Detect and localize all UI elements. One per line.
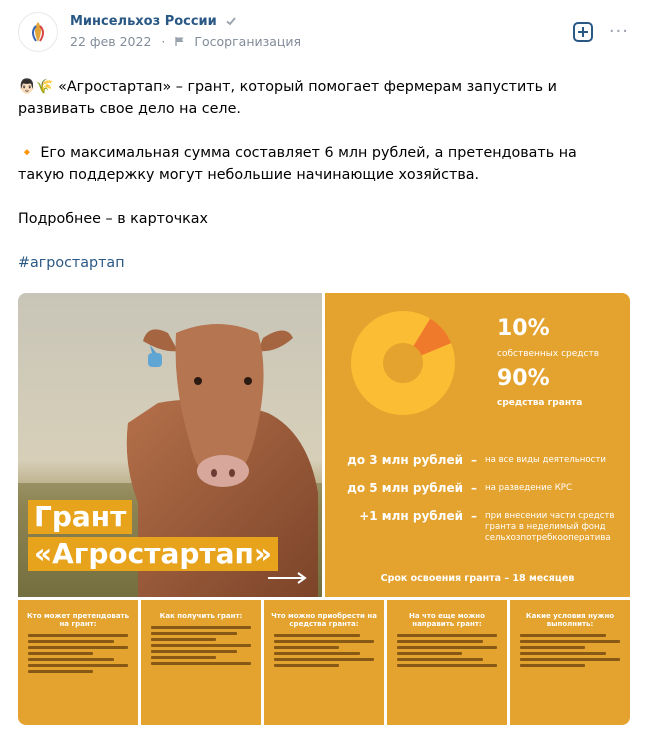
thumb-title: Что можно приобрести на средства гранта: [271, 612, 377, 628]
thumb-text-line [397, 640, 483, 643]
post-date[interactable]: 22 фев 2022 [70, 34, 152, 49]
tier-desc: на разведение КРС [485, 483, 572, 493]
post-paragraph-1: 👨🏻🌾 «Агростартап» – грант, который помогает фермерам запустить и развивать свое дело на селе. [18, 79, 557, 117]
tier-dash: – [471, 509, 477, 523]
grant-term: Срок освоения гранта – 18 месяцев [380, 573, 575, 584]
post-category: Госорганизация [194, 34, 302, 49]
header-actions [573, 22, 629, 42]
card-title [28, 500, 278, 574]
thumb-text-line [274, 664, 339, 667]
thumb-title: Кто может претендовать на грант: [26, 612, 130, 628]
thumb-title: Какие условия нужно выполнить: [525, 612, 615, 628]
thumb-text-line [274, 634, 360, 637]
thumb-text-line [274, 640, 374, 643]
gallery-image-info[interactable] [325, 293, 630, 597]
gallery-thumb[interactable] [264, 600, 384, 725]
thumb-text-line [151, 644, 251, 647]
thumb-text-line [520, 640, 620, 643]
thumb-text-line [28, 670, 93, 673]
avatar[interactable] [18, 12, 58, 52]
hashtag-link[interactable]: #агростартап [18, 255, 125, 271]
pct-grant-label: средства гранта [497, 398, 583, 408]
gallery-image-cow[interactable] [18, 293, 322, 597]
wheat-logo-icon [25, 19, 51, 45]
thumb-text-line [151, 662, 251, 665]
post-text [18, 76, 618, 274]
thumb-text-line [28, 634, 128, 637]
thumb-text-line [397, 652, 462, 655]
thumb-text-line [151, 656, 216, 659]
thumb-text-line [151, 626, 251, 629]
thumb-text-line [397, 634, 497, 637]
gallery-thumbnails [18, 600, 630, 725]
author-name-text[interactable]: Минсельхоз России [70, 14, 217, 29]
gallery-thumb[interactable] [510, 600, 630, 725]
author-name[interactable] [70, 14, 237, 29]
thumb-text-line [28, 646, 128, 649]
tier-amount: +1 млн рублей [359, 509, 463, 523]
gallery-thumb[interactable] [141, 600, 261, 725]
tier-row [335, 453, 620, 467]
pct-own: 10% [497, 316, 550, 341]
thumb-text-line [397, 664, 497, 667]
thumb-title: Как получить грант: [159, 612, 243, 620]
flag-icon [175, 36, 185, 47]
thumb-title: На что еще можно направить грант: [409, 612, 485, 628]
card-title-line2: «Агростартап» [28, 537, 278, 571]
thumb-text-line [520, 664, 585, 667]
post-header [18, 12, 629, 56]
meta-separator: · [161, 34, 166, 49]
thumb-text-line [520, 658, 620, 661]
tier-row [335, 509, 620, 544]
gallery-thumb[interactable] [387, 600, 507, 725]
pct-own-label: собственных средств [497, 349, 600, 359]
tier-row [335, 481, 620, 495]
thumb-text-line [520, 652, 606, 655]
thumb-text-line [274, 658, 374, 661]
thumb-text-line [28, 664, 128, 667]
thumb-text-line [151, 632, 237, 635]
thumb-text-line [28, 658, 114, 661]
thumb-text-line [397, 658, 483, 661]
post-meta [70, 34, 301, 49]
tier-desc: на все виды деятельности [485, 455, 606, 465]
thumb-text-line [151, 650, 237, 653]
thumb-text-line [274, 652, 360, 655]
thumb-text-line [520, 634, 606, 637]
thumb-text-line [397, 646, 497, 649]
tier-amount: до 3 млн рублей [347, 453, 463, 467]
photo-gallery [18, 293, 630, 725]
pct-grant: 90% [497, 366, 550, 391]
thumb-text-line [151, 638, 216, 641]
card-title-line1: Грант [28, 500, 132, 534]
arrow-right-icon [268, 571, 308, 585]
thumb-text-line [274, 646, 339, 649]
add-to-bookmarks-button[interactable] [573, 22, 593, 42]
verified-icon [225, 15, 237, 27]
donut-chart [351, 311, 455, 415]
more-options-icon[interactable]: ··· [608, 21, 629, 42]
thumb-text-line [28, 652, 93, 655]
post-paragraph-3: Подробнее – в карточках [18, 211, 209, 227]
tier-dash: – [471, 453, 477, 467]
tier-dash: – [471, 481, 477, 495]
thumb-text-line [520, 646, 585, 649]
thumb-text-line [28, 640, 114, 643]
post-paragraph-2: 🔸 Его максимальная сумма составляет 6 млн рублей, а претендовать на такую поддержку могут небольшие начинающие хозяйства. [18, 145, 577, 183]
gallery-thumb[interactable] [18, 600, 138, 725]
tier-desc: при внесении части средств гранта в неделимый фонд сельхозпотребкооператива [485, 511, 615, 543]
tier-amount: до 5 млн рублей [347, 481, 463, 495]
